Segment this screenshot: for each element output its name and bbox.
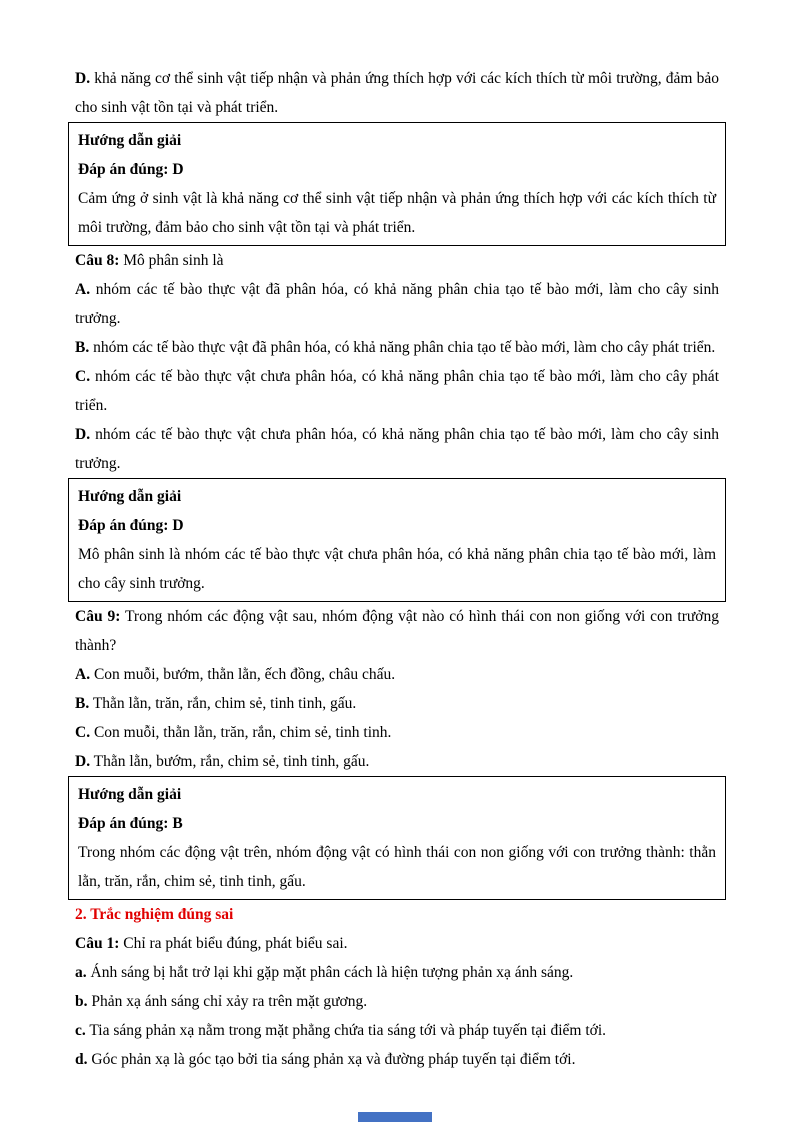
paragraph-lead: c. <box>75 1022 86 1039</box>
paragraph <box>78 540 716 598</box>
paragraph-lead: a. <box>75 964 87 981</box>
paragraph-text: nhóm các tế bào thực vật chưa phân hóa, có khả năng phân chia tạo tế bào mới, làm cho cây phát triển. <box>75 368 719 414</box>
paragraph-text: Phản xạ ánh sáng chỉ xảy ra trên mặt gương. <box>87 993 368 1010</box>
paragraph <box>75 246 719 275</box>
paragraph-lead: Câu 8: <box>75 252 120 269</box>
paragraph-text: Ánh sáng bị hắt trở lại khi gặp mặt phân cách là hiện tượng phản xạ ánh sáng. <box>86 964 574 981</box>
footer-page-marker <box>358 1112 432 1122</box>
paragraph <box>75 1016 719 1045</box>
paragraph <box>78 155 716 184</box>
paragraph-text: nhóm các tế bào thực vật chưa phân hóa, có khả năng phân chia tạo tế bào mới, làm cho cây sinh trưởng. <box>75 426 719 472</box>
paragraph-lead: b. <box>75 993 88 1010</box>
paragraph-lead: B. <box>75 339 90 356</box>
paragraph-lead: B. <box>75 695 90 712</box>
paragraph-text: Chỉ ra phát biểu đúng, phát biểu sai. <box>119 935 348 952</box>
paragraph-text: Con muỗi, thằn lằn, trăn, rắn, chim sẻ, tinh tinh. <box>90 724 392 741</box>
paragraph-text: Mô phân sinh là nhóm các tế bào thực vật chưa phân hóa, có khả năng phân chia tạo tế bào mới, làm cho cây sinh trưởng. <box>78 546 716 592</box>
paragraph <box>75 64 719 122</box>
paragraph-lead: Hướng dẫn giải <box>78 786 182 803</box>
paragraph <box>75 333 719 362</box>
paragraph-text: Thằn lằn, bướm, rắn, chim sẻ, tinh tinh, gấu. <box>90 753 370 770</box>
paragraph-lead: d. <box>75 1051 88 1068</box>
paragraph <box>75 362 719 420</box>
paragraph-text: nhóm các tế bào thực vật đã phân hóa, có khả năng phân chia tạo tế bào mới, làm cho cây phát triển. <box>89 339 716 356</box>
paragraph-lead: Hướng dẫn giải <box>78 488 182 505</box>
paragraph <box>75 275 719 333</box>
paragraph-lead: C. <box>75 368 91 385</box>
paragraph-lead: Đáp án đúng: B <box>78 815 183 832</box>
solution-box <box>68 478 726 602</box>
paragraph-text: Góc phản xạ là góc tạo bởi tia sáng phản xạ và đường pháp tuyến tại điểm tới. <box>87 1051 576 1068</box>
paragraph-text: Trong nhóm các động vật trên, nhóm động vật có hình thái con non giống với con trưởng thành: thằn lằn, trăn, rắn, chim sẻ, tinh tinh, gấu. <box>78 844 716 890</box>
paragraph <box>75 747 719 776</box>
solution-box <box>68 122 726 246</box>
paragraph-text: Mô phân sinh là <box>119 252 224 269</box>
paragraph-text: Trong nhóm các động vật sau, nhóm động vật nào có hình thái con non giống với con trưởng thành? <box>75 608 719 654</box>
paragraph-text: khả năng cơ thể sinh vật tiếp nhận và phản ứng thích hợp với các kích thích từ môi trường, đảm bảo cho sinh vật tồn tại và phát triển. <box>75 70 719 116</box>
paragraph <box>75 929 719 958</box>
paragraph-lead: A. <box>75 666 91 683</box>
paragraph <box>75 958 719 987</box>
paragraph-lead: 2. Trắc nghiệm đúng sai <box>75 906 234 923</box>
paragraph-text: Cảm ứng ở sinh vật là khả năng cơ thể sinh vật tiếp nhận và phản ứng thích hợp với các kích thích từ môi trường, đảm bảo cho sinh vật tồn tại và phát triển. <box>78 190 716 236</box>
paragraph <box>78 511 716 540</box>
paragraph-lead: Hướng dẫn giải <box>78 132 182 149</box>
paragraph-text: nhóm các tế bào thực vật đã phân hóa, có khả năng phân chia tạo tế bào mới, làm cho cây sinh trưởng. <box>75 281 719 327</box>
paragraph-lead: D. <box>75 70 91 87</box>
paragraph <box>75 689 719 718</box>
paragraph-text: Thằn lằn, trăn, rắn, chim sẻ, tinh tinh, gấu. <box>89 695 357 712</box>
paragraph-lead: A. <box>75 281 91 298</box>
paragraph <box>78 126 716 155</box>
paragraph <box>75 420 719 478</box>
paragraph-lead: Đáp án đúng: D <box>78 161 184 178</box>
paragraph <box>75 987 719 1016</box>
paragraph <box>75 660 719 689</box>
paragraph <box>78 809 716 838</box>
paragraph <box>75 718 719 747</box>
paragraph-lead: D. <box>75 426 91 443</box>
paragraph <box>75 602 719 660</box>
solution-box <box>68 776 726 900</box>
paragraph-lead: Câu 1: <box>75 935 120 952</box>
paragraph-text: Tia sáng phản xạ nằm trong mặt phẳng chứa tia sáng tới và pháp tuyến tại điểm tới. <box>85 1022 607 1039</box>
paragraph <box>75 1045 719 1074</box>
paragraph-text: Con muỗi, bướm, thằn lằn, ếch đồng, châu chấu. <box>90 666 396 683</box>
paragraph-lead: D. <box>75 753 91 770</box>
paragraph-lead: C. <box>75 724 91 741</box>
section-heading <box>75 900 719 929</box>
paragraph <box>78 184 716 242</box>
paragraph <box>78 780 716 809</box>
paragraph <box>78 838 716 896</box>
paragraph-lead: Đáp án đúng: D <box>78 517 184 534</box>
paragraph <box>78 482 716 511</box>
paragraph-lead: Câu 9: <box>75 608 121 625</box>
